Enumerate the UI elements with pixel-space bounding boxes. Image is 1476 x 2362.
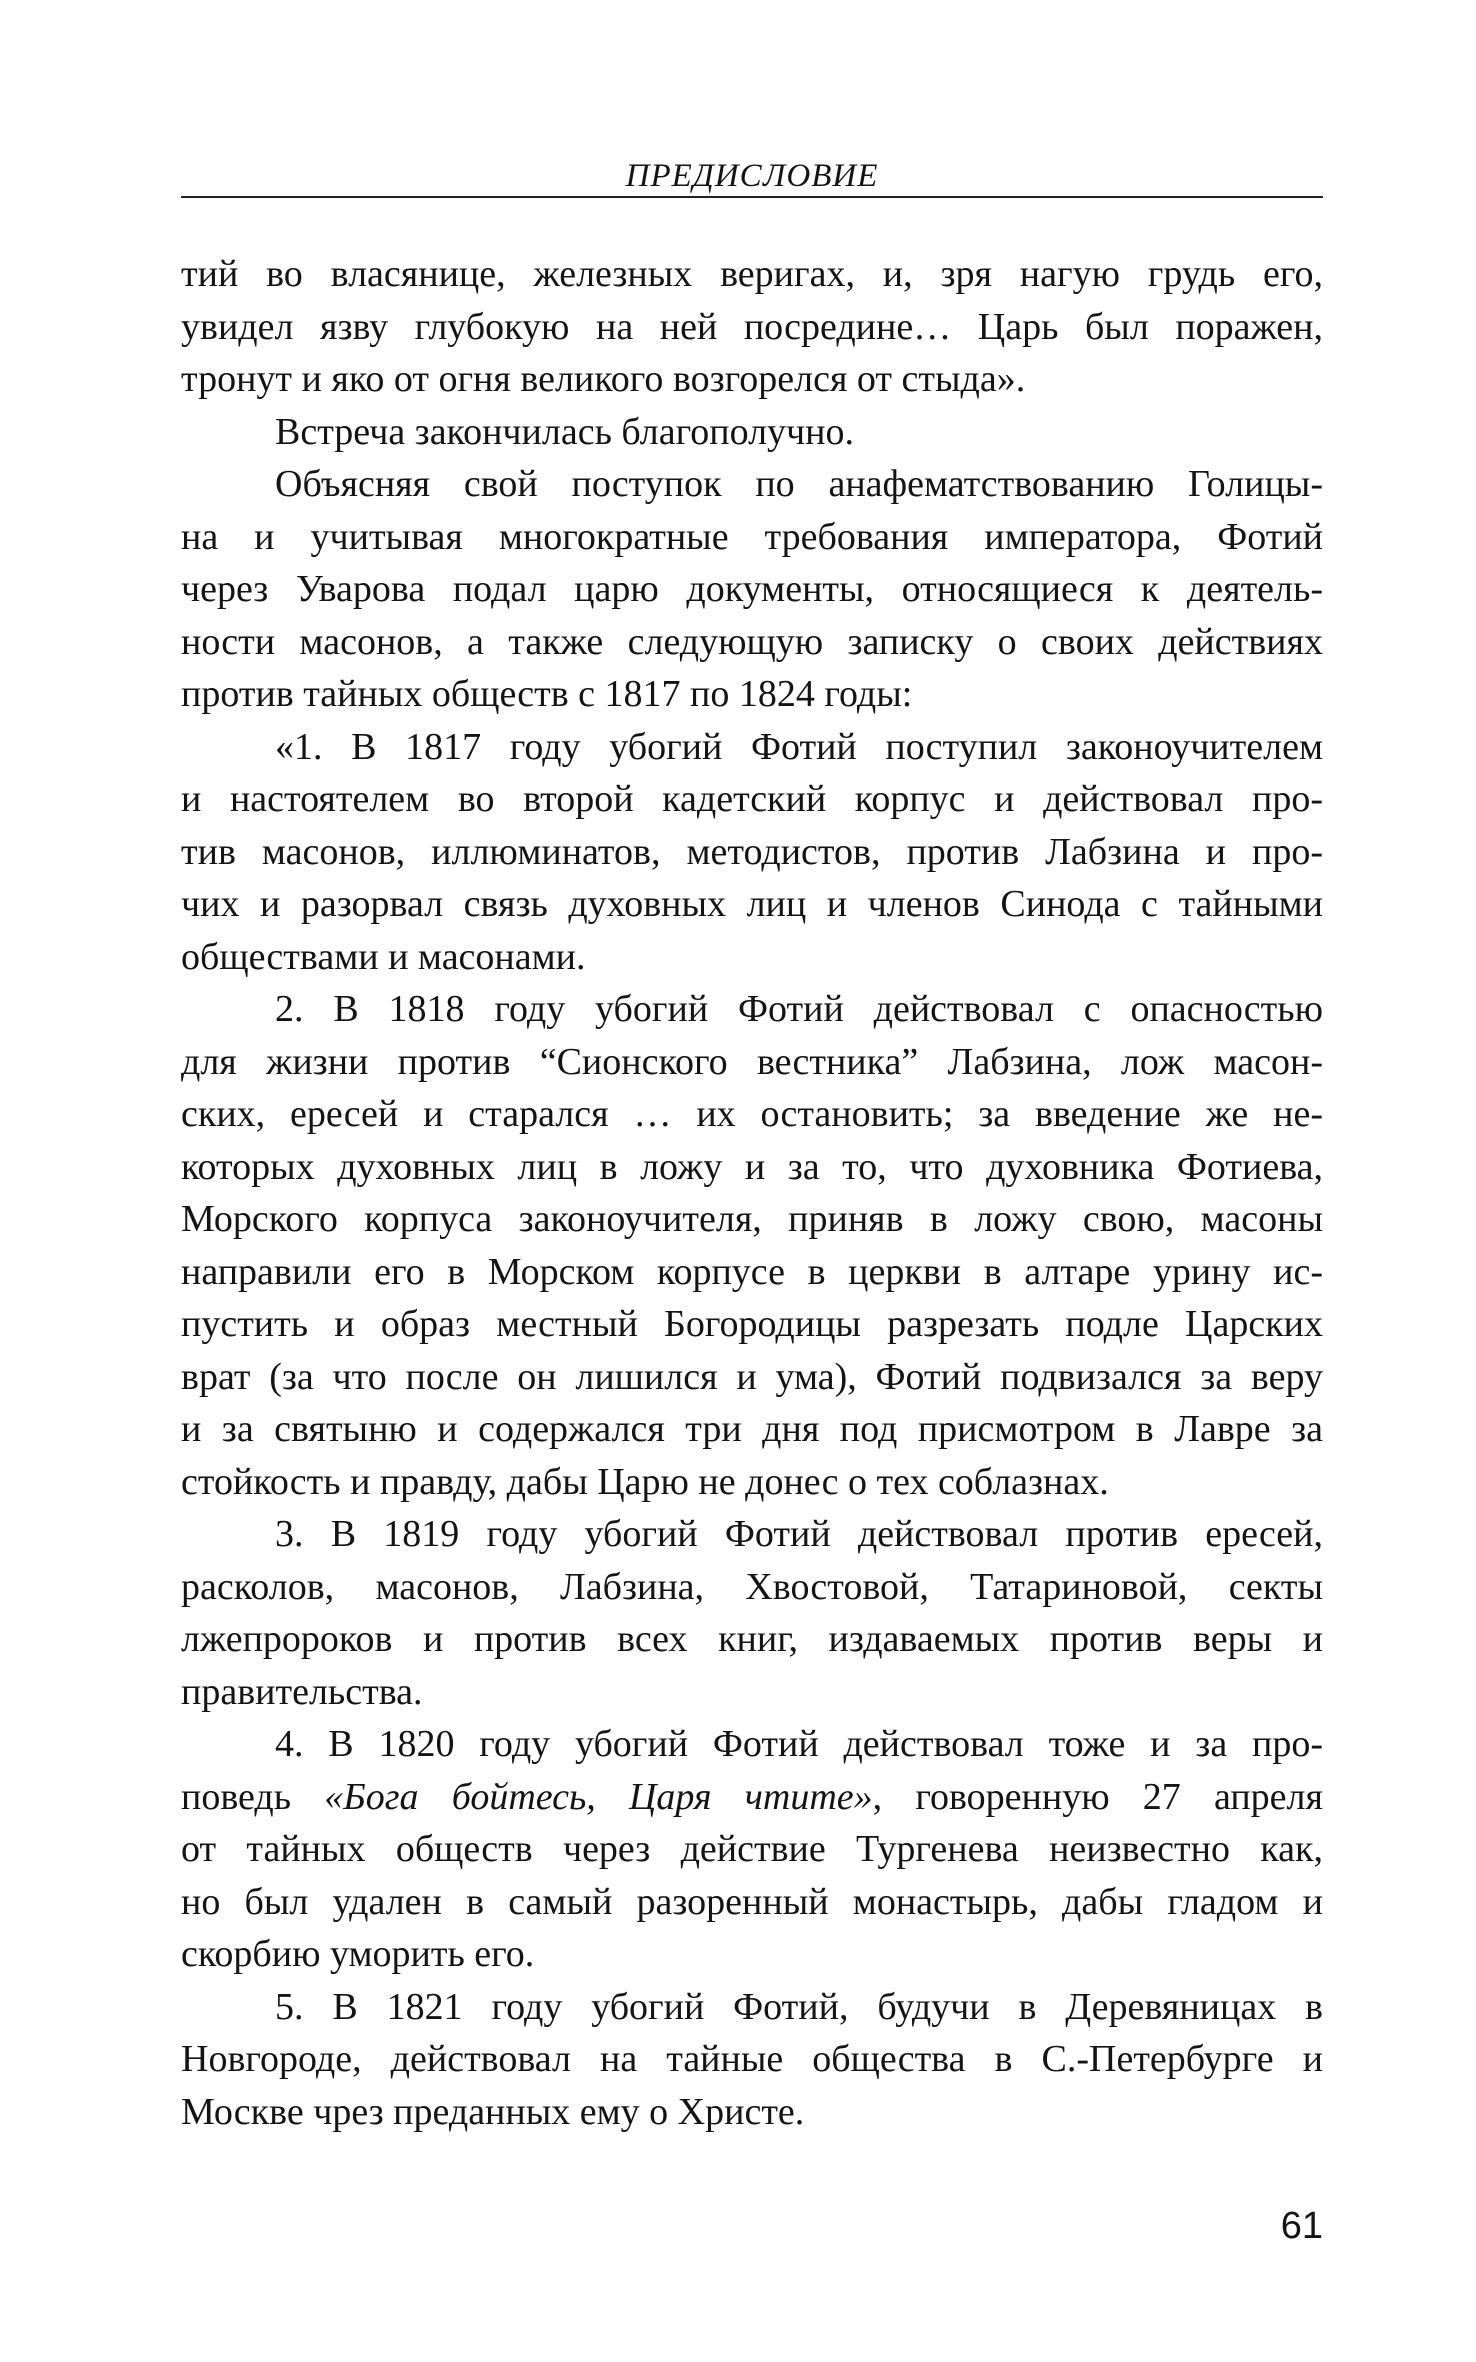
text-line: врат (за что после он лишился и ума), Фотий подвизался за веру <box>181 1355 1323 1398</box>
text-line: ности масонов, а также следующую записку о своих действиях <box>181 620 1323 663</box>
page-number: 61 <box>1280 2205 1323 2247</box>
text-line: стойкость и правду, дабы Царю не донес о тех соблазнах. <box>181 1460 1109 1503</box>
text-line: правительства. <box>181 1670 423 1713</box>
header-rule <box>181 196 1323 198</box>
text-line: 2. В 1818 году убогий Фотий действовал с опасностью <box>275 988 1323 1030</box>
text-line: Новгороде, действовал на тайные общества в С.-Петербурге и <box>181 2038 1323 2080</box>
text-line: чих и разорвал связь духовных лиц и членов Синода с тайными <box>181 883 1323 925</box>
text-line: ских, ересей и старался … их остановить; за введение же не- <box>181 1093 1323 1135</box>
italic-quote: «Бога бойтесь, Царя чтите» <box>324 1775 873 1818</box>
text-line: 3. В 1819 году убогий Фотий действовал против ересей, <box>275 1513 1323 1555</box>
text-line: лжепророков и против всех книг, издаваемых против веры и <box>181 1618 1323 1660</box>
running-head: ПРЕДИСЛОВИЕ <box>625 158 879 194</box>
text-line: тронут и яко от огня великого возгорелся от стыда». <box>181 358 1026 400</box>
text-line <box>181 1771 1323 1824</box>
text-line: и настоятелем во второй кадетский корпус и действовал про- <box>181 778 1323 820</box>
text-line: направили его в Морском корпусе в церкви в алтаре урину ис- <box>181 1250 1323 1293</box>
text-line: против тайных обществ с 1817 по 1824 годы: <box>181 673 913 715</box>
text-line: и за святыню и содержался три дня под присмотром в Лавре за <box>181 1408 1323 1450</box>
text-line: тив масонов, иллюминатов, методистов, против Лабзина и про- <box>181 830 1323 873</box>
text-segment: поведь <box>181 1775 325 1818</box>
text-segment: , говоренную 27 апреля <box>872 1775 1323 1818</box>
text-line: обществами и масонами. <box>181 935 586 978</box>
text-line: «1. В 1817 году убогий Фотий поступил законоучителем <box>275 725 1323 768</box>
text-line: которых духовных лиц в ложу и за то, что духовника Фотиева, <box>181 1145 1323 1188</box>
body-text <box>181 248 1323 2138</box>
text-line: 4. В 1820 году убогий Фотий действовал тоже и за про- <box>275 1723 1323 1765</box>
text-line: пустить и образ местный Богородицы разрезать подле Царских <box>181 1303 1323 1345</box>
text-line: Встреча закончилась благополучно. <box>275 410 854 453</box>
text-line: увидел язву глубокую на ней посредине… Царь был поражен, <box>181 305 1323 348</box>
text-line: от тайных обществ через действие Тургенева неизвестно как, <box>181 1828 1323 1870</box>
text-line: на и учитывая многократные требования императора, Фотий <box>181 515 1323 558</box>
text-line: расколов, масонов, Лабзина, Хвостовой, Татариновой, секты <box>181 1565 1323 1608</box>
text-line: Объясняя свой поступок по анафематствованию Голицы- <box>275 463 1323 505</box>
text-line: но был удален в самый разоренный монастырь, дабы гладом и <box>181 1880 1323 1923</box>
text-line: 5. В 1821 году убогий Фотий, будучи в Деревяницах в <box>275 1985 1323 2028</box>
text-line: через Уварова подал царю документы, относящиеся к деятель- <box>181 568 1323 610</box>
text-line: Москве чрез преданных ему о Христе. <box>181 2090 805 2133</box>
text-line: для жизни против “Сионского вестника” Лабзина, лож масон- <box>181 1040 1323 1083</box>
text-line: Морского корпуса законоучителя, приняв в ложу свою, масоны <box>181 1198 1323 1240</box>
text-line: тий во власянице, железных веригах, и, зря нагую грудь его, <box>181 253 1323 295</box>
text-line: скорбию уморить его. <box>181 1933 535 1975</box>
